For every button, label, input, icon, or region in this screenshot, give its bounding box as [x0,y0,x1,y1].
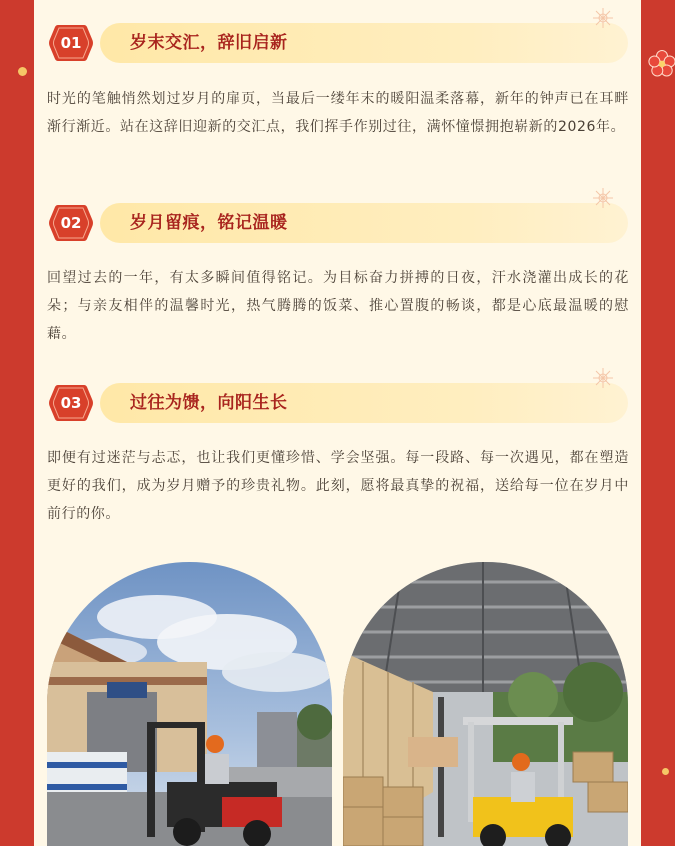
section-number: 03 [60,394,82,412]
section-paragraph: 时光的笔触悄然划过岁月的扉页，当最后一缕年末的暖阳温柔落幕，新年的钟声已在耳畔渐行渐近。站在这辞旧迎新的交汇点，我们挥手作别过往，满怀憧憬拥抱崭新的2026年。 [47,91,629,135]
section-number-badge [48,203,94,243]
snowflake-deco-icon [592,187,614,209]
section-paragraph: 回望过去的一年，有太多瞬间值得铭记。为目标奋力拼搏的日夜，汗水浇灌出成长的花朵；与亲友相伴的温馨时光，热气腾腾的饭菜、推心置腹的畅谈，都是心底最温暖的慰藉。 [47,270,629,342]
border-dot [18,67,27,76]
section-title-pill [100,383,628,423]
section-number-badge [48,23,94,63]
border-dot [662,768,669,775]
section-title: 过往为馈，向阳生长 [130,393,288,413]
loading-area-forklift-photo [343,562,628,846]
section-title-pill [100,203,628,243]
section-number: 02 [60,214,82,232]
left-red-border [0,0,34,846]
warehouse-forklift-photo [47,562,332,846]
section-number: 01 [60,34,82,52]
article-page [34,0,641,846]
plum-flower-icon [648,50,675,78]
section-number-badge [48,383,94,423]
section-title: 岁月留痕，铭记温暖 [130,213,288,233]
right-red-border [641,0,675,846]
section-title-pill [100,23,628,63]
section-paragraph: 即便有过迷茫与忐忑，也让我们更懂珍惜、学会坚强。每一段路、每一次遇见，都在塑造更好的我们，成为岁月赠予的珍贵礼物。此刻，愿将最真挚的祝福，送给每一位在岁月中前行的你。 [47,450,629,522]
snowflake-deco-icon [592,367,614,389]
snowflake-deco-icon [592,7,614,29]
section-title: 岁末交汇，辞旧启新 [130,33,288,53]
